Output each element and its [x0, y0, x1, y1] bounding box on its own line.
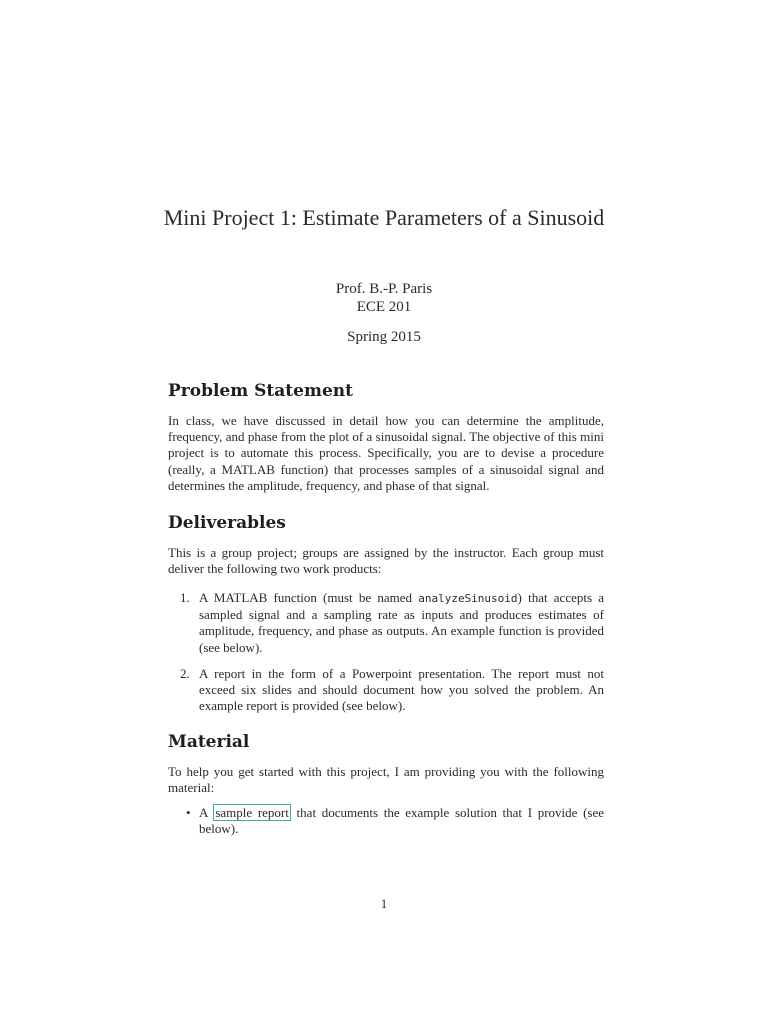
list-item-number: 2.	[180, 665, 190, 681]
list-item-text: A	[199, 805, 214, 820]
bullet-marker: •	[186, 805, 191, 820]
list-item-number: 1.	[180, 590, 190, 605]
list-item-text: A report in the form of a Powerpoint presentation. The report must not exceed six slides and should document how you solved the problem. An example report is provided (see below).	[199, 665, 604, 714]
author-name: Prof. B.-P. Paris	[335, 281, 433, 297]
document-date: Spring 2015	[347, 329, 421, 345]
list-item-text-continued: ) that accepts a sampled signal and a sampling rate as inputs and produces estimates of amplitude, frequency, and phase as outputs. An example function is provided (see below).	[199, 590, 604, 655]
list-item-text-continued: that documents the example solution that I provide (see below).	[199, 805, 605, 837]
sample-report-link[interactable]: sample report	[215, 805, 289, 820]
list-item	[168, 666, 604, 715]
problem-statement-heading: Problem Statement	[168, 381, 353, 401]
function-name-code: analyzeSinusoid	[418, 592, 518, 605]
material-intro: To help you get started with this project, I am providing you with the following material:	[168, 764, 604, 796]
author-block	[234, 280, 534, 316]
page-number: 1	[380, 896, 388, 911]
material-list	[168, 805, 604, 847]
list-item-text: A MATLAB function (must be named	[199, 590, 419, 605]
deliverables-heading: Deliverables	[168, 513, 286, 533]
problem-statement-text: In class, we have discussed in detail how you can determine the amplitude, frequency, and phase from the plot of a sinusoidal signal. The objective of this mini project is to automate this process. Specifically, you are to devise a procedure (really, a MATLAB function) that processes samples of a sinusoidal signal and determines the amplitude, frequency, and phase of that signal.	[168, 413, 604, 493]
material-heading: Material	[168, 732, 250, 752]
list-item	[168, 805, 604, 837]
course-name: ECE 201	[356, 299, 412, 315]
list-item	[168, 590, 604, 656]
deliverables-intro: This is a group project; groups are assigned by the instructor. Each group must deliver the following two work products:	[168, 545, 604, 577]
document-title: Mini Project 1: Estimate Parameters of a Sinusoid	[163, 205, 605, 230]
deliverables-list	[168, 590, 604, 724]
